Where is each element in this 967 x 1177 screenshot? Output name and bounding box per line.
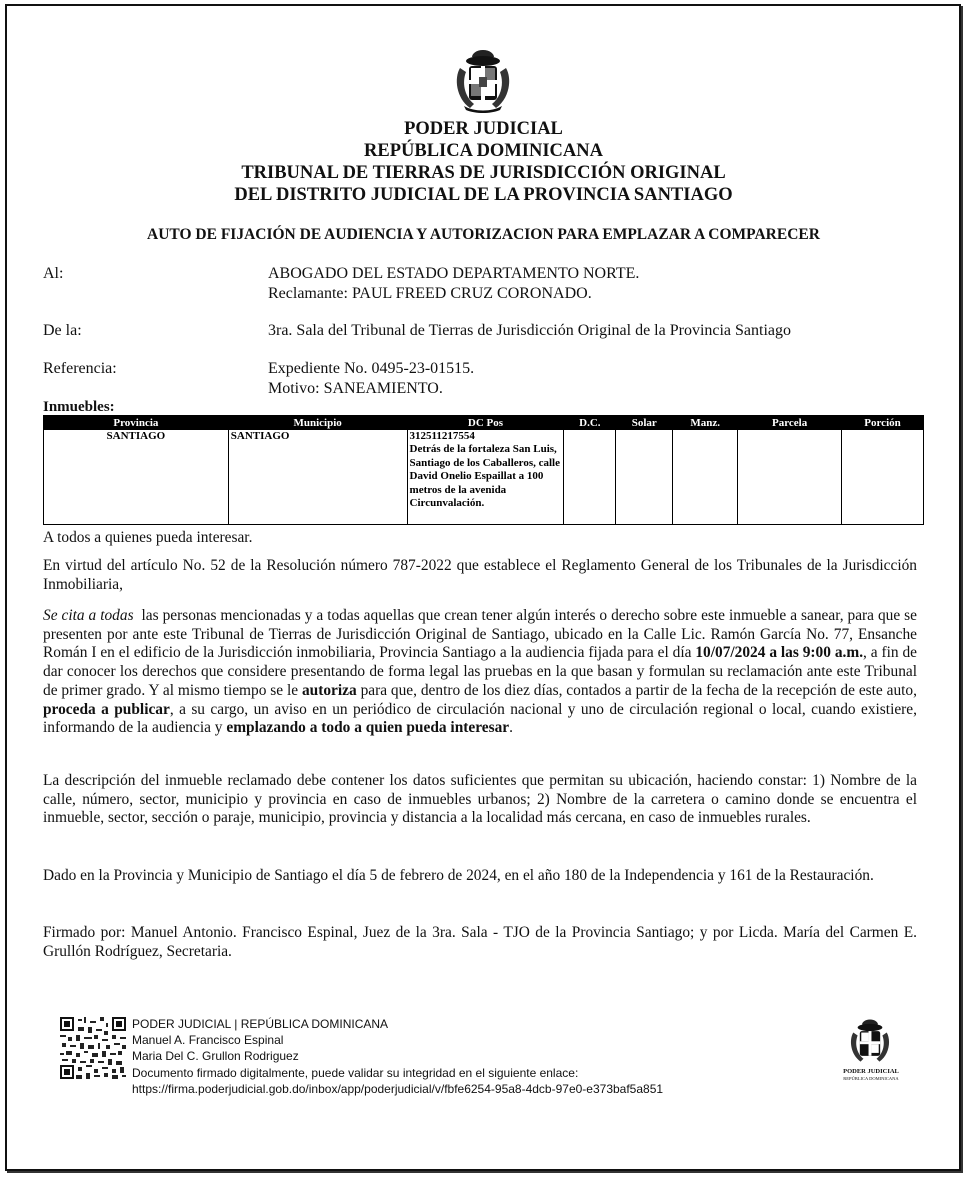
citacion-text-d: , a su cargo, un aviso en un periódico de circulación nacional y uno de circulación regional o local, cuando existiere, informando de la audiencia y — [43, 700, 917, 737]
header-line-4: DEL DISTRITO JUDICIAL DE LA PROVINCIA SANTIAGO — [234, 185, 733, 205]
footer-info — [132, 1016, 663, 1097]
column-header: D.C. — [564, 416, 616, 430]
cell-parcela — [738, 430, 842, 525]
column-header: Provincia — [44, 416, 229, 430]
header-line-2: REPÚBLICA DOMINICANA — [364, 141, 603, 161]
referencia-value — [268, 359, 474, 399]
dcpos-number: 312511217554 — [409, 430, 475, 442]
al-line-2: Reclamante: PAUL FREED CRUZ CORONADO. — [268, 285, 592, 302]
citacion-text-a: las personas mencionadas y a todas aquellas que crean tener algún interés o derecho sobre este inmueble a sanear, para que se presenten por ante este Tribunal de Tierras de Jurisdicción Original de Santiago, ubicado en la Calle Lic. Ramón García No. 77, Ensanche Román I en el edificio de la Jurisdicción inmobiliaria, Provincia Santiago a la audiencia fijada para el día — [43, 607, 917, 662]
header-line-3: TRIBUNAL DE TIERRAS DE JURISDICCIÓN ORIGINAL — [241, 163, 726, 183]
paragraph-citacion — [43, 607, 917, 738]
footer-line-1: PODER JUDICIAL | REPÚBLICA DOMINICANA — [132, 1017, 389, 1031]
al-line-1: ABOGADO DEL ESTADO DEPARTAMENTO NORTE. — [268, 265, 640, 282]
table-row — [44, 430, 924, 525]
paragraph-firmado: Firmado por: Manuel Antonio. Francisco Espinal, Juez de la 3ra. Sala - TJO de la Provincia Santiago; y por Licda. María del Carmen E. Grullón Rodríguez, Secretaria. — [43, 924, 917, 960]
publicar-text: proceda a publicar — [43, 700, 170, 718]
emplazando-text: emplazando a todo a quien pueda interesar — [226, 719, 510, 737]
footer-signer-1: Manuel A. Francisco Espinal — [132, 1033, 284, 1048]
document-title: AUTO DE FIJACIÓN DE AUDIENCIA Y AUTORIZACION PARA EMPLAZAR A COMPARECER — [147, 226, 820, 243]
header-line-1: PODER JUDICIAL — [404, 119, 563, 139]
column-header: Municipio — [228, 416, 407, 430]
inmuebles-label: Inmuebles: — [43, 399, 115, 415]
validation-link[interactable]: https://firma.poderjudicial.gob.do/inbox/app/poderjudicial/v/fbfe6254-95a8-4dcb-97e0-e373baf5a851 — [132, 1081, 664, 1096]
column-header: Manz. — [673, 416, 738, 430]
citacion-text-e: . — [509, 719, 513, 737]
footer-validation-text: Documento firmado digitalmente, puede validar su integridad en el siguiente enlace: — [132, 1065, 579, 1080]
paragraph-greeting: A todos a quienes pueda interesar. — [43, 529, 253, 546]
inmuebles-table — [43, 415, 924, 525]
qr-code — [60, 1017, 126, 1079]
cell-dcpos — [407, 430, 564, 525]
paragraph-dado: Dado en la Provincia y Municipio de Santiago el día 5 de febrero de 2024, en el año 180 de la Independencia y 161 de la Restauración. — [43, 867, 874, 884]
referencia-line-1: Expediente No. 0495-23-01515. — [268, 360, 475, 377]
footer-signer-2: Maria Del C. Grullon Rodriguez — [132, 1049, 299, 1064]
citacion-intro: Se cita a todas — [43, 607, 134, 624]
logo-caption-1: PODER JUDICIAL — [843, 1068, 899, 1075]
cell-manz — [673, 430, 738, 525]
paragraph-descripcion: La descripción del inmueble reclamado debe contener los datos suficientes que permitan su ubicación, haciendo constar: 1) Nombre de la calle, número, sector, municipio y provincia en caso de inmuebles urbanos; 2) Nombre de la carretera o camino donde se encuentra el inmueble, sector, sección o paraje, municipio, provincia y distancia a la localidad más cercana, en caso de inmuebles rurales. — [43, 772, 917, 827]
paragraph-articulo: En virtud del artículo No. 52 de la Resolución número 787-2022 que establece el Reglamento General de los Tribunales de la Jurisdicción Inmobiliaria, — [43, 557, 917, 593]
al-value — [268, 264, 639, 304]
al-label: Al: — [43, 265, 64, 282]
cell-porcion — [842, 430, 924, 525]
cell-provincia: SANTIAGO — [44, 430, 229, 525]
column-header: DC Pos — [407, 416, 564, 430]
hearing-date: 10/07/2024 a las 9:00 a.m. — [695, 644, 864, 662]
cell-solar — [616, 430, 673, 525]
column-header: Solar — [616, 416, 673, 430]
coat-of-arms-icon — [452, 48, 514, 114]
column-header: Porción — [842, 416, 924, 430]
autoriza-text: autoriza — [301, 681, 357, 699]
column-header: Parcela — [738, 416, 842, 430]
citacion-text-c: para que, dentro de los diez días, contados a partir de la fecha de la recepción de este auto, — [360, 681, 917, 699]
dcpos-description: Detrás de la fortaleza San Luis, Santiago de los Caballeros, calle David Onelio Espaillat a 100 metros de la avenida Circunvalación. — [409, 443, 560, 510]
citacion-text-b: , a fin de dar conocer los derechos que considere presentando de forma legal las pruebas en la que basan y formulan su reclamación ante este Tribunal de primer grado. Y al mismo tiempo se le — [43, 644, 917, 699]
poder-judicial-logo-icon — [845, 1018, 895, 1066]
logo-caption-2: REPÚBLICA DOMINICANA — [843, 1076, 899, 1081]
referencia-label: Referencia: — [43, 360, 117, 377]
referencia-line-2: Motivo: SANEAMIENTO. — [268, 380, 443, 397]
dela-label: De la: — [43, 322, 82, 339]
cell-dc — [564, 430, 616, 525]
table-header-row — [44, 416, 924, 430]
dela-value: 3ra. Sala del Tribunal de Tierras de Jurisdicción Original de la Provincia Santiago — [268, 322, 792, 339]
cell-municipio: SANTIAGO — [228, 430, 407, 525]
